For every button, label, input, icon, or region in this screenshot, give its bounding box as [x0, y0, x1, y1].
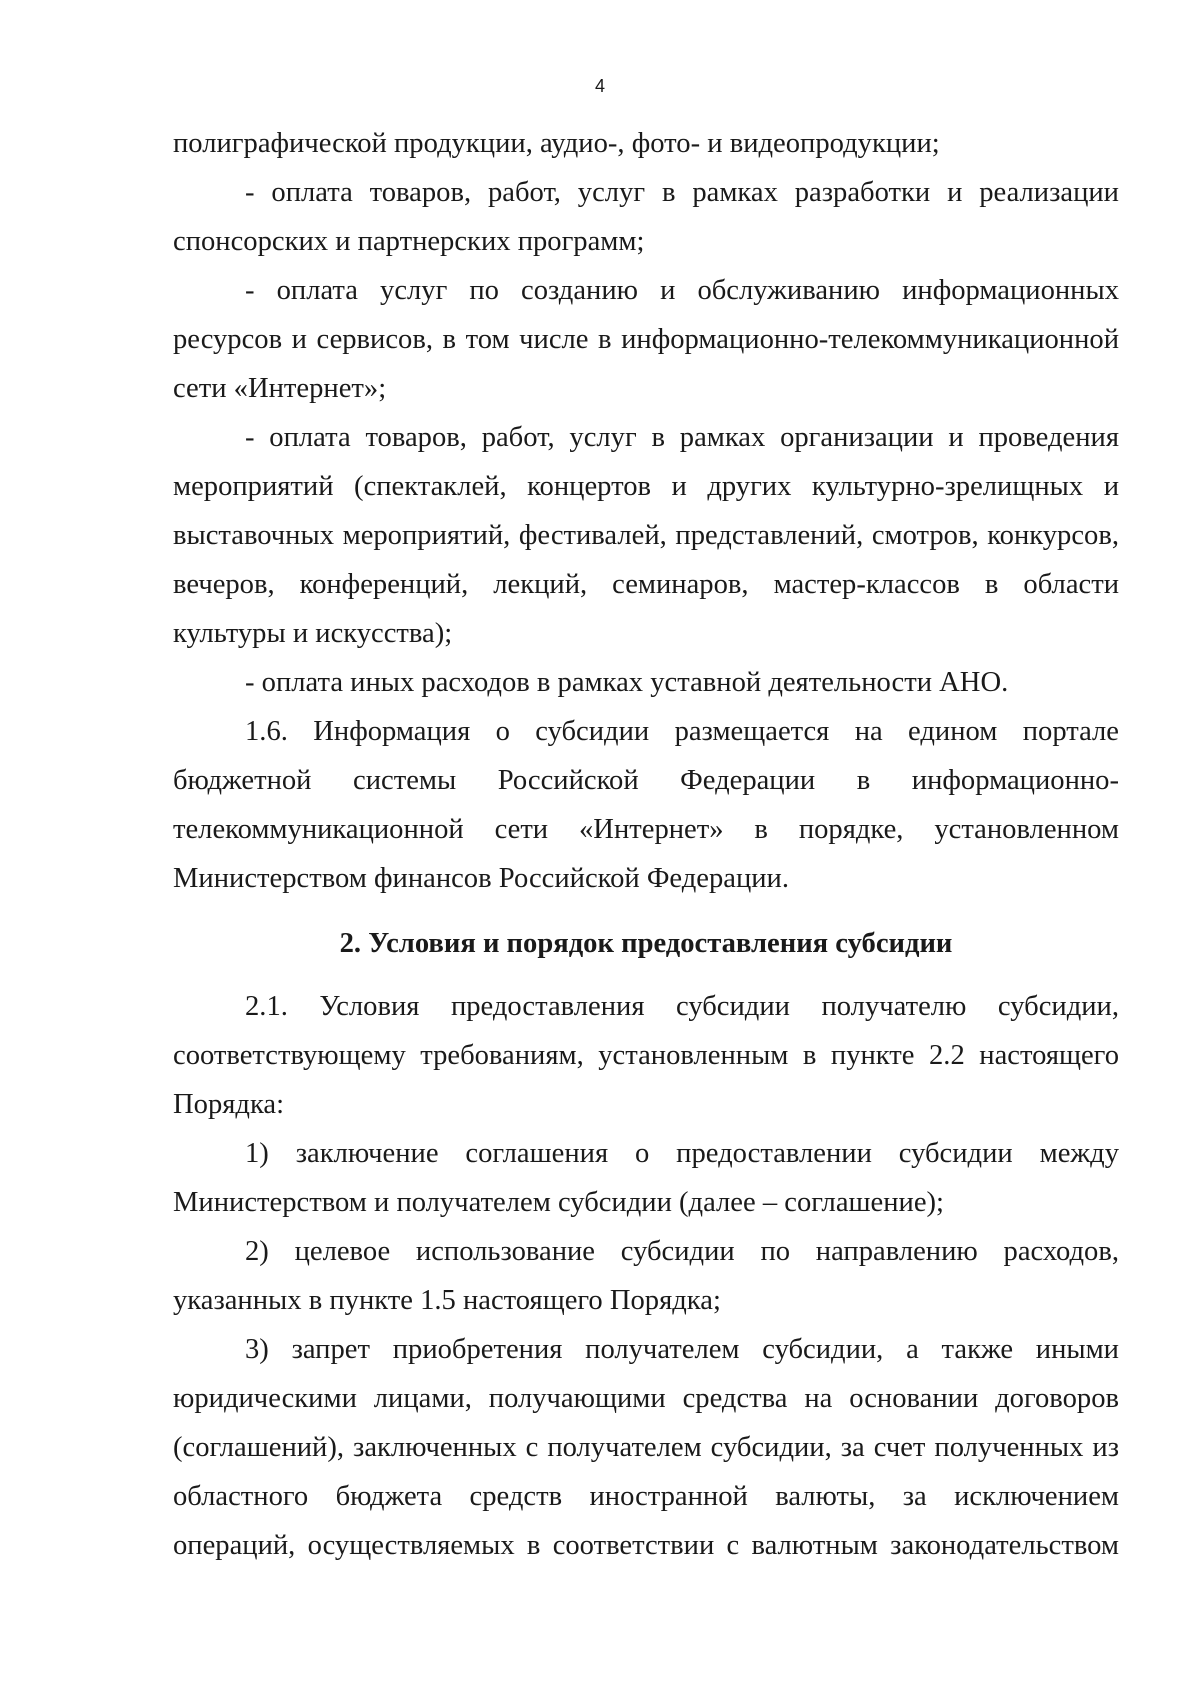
paragraph-other-expenses: - оплата иных расходов в рамках уставной деятельности АНО. — [245, 667, 1009, 698]
paragraph-sponsorship-payment: - оплата товаров, работ, услуг в рамках разработки и реализации спонсорских и партнерских программ; — [173, 177, 1119, 257]
list-item-2: 2) целевое использование субсидии по направлению расходов, указанных в пункте 1.5 настоящего Порядка; — [173, 1236, 1119, 1316]
section-2-title: 2. Условия и порядок предоставления субсидии — [339, 928, 953, 959]
document-body — [173, 119, 1119, 1570]
page-number: 4 — [594, 76, 605, 96]
paragraph-information-resources-payment: - оплата услуг по созданию и обслуживанию информационных ресурсов и сервисов, в том числе в информационно-телекоммуникационной сети «Интернет»; — [173, 275, 1119, 404]
paragraph-continuation: полиграфической продукции, аудио-, фото- и видеопродукции; — [173, 128, 940, 159]
list-item-1: 1) заключение соглашения о предоставлении субсидии между Министерством и получателем субсидии (далее – соглашение); — [173, 1138, 1119, 1218]
paragraph-1-6: 1.6. Информация о субсидии размещается на едином портале бюджетной системы Российской Федерации в информационно-телекоммуникационной сети «Интернет» в порядке, установленном Министерством финансов Российской Федерации. — [173, 716, 1119, 894]
list-item-3: 3) запрет приобретения получателем субсидии, а также иными юридическими лицами, получающими средства на основании договоров (соглашений), заключенных с получателем субсидии, за счет полученных из областного бюджета средств иностранной валюты, за исключением операций, осуществляемых в соответствии с валютным законодательством — [173, 1334, 1119, 1561]
paragraph-events-payment: - оплата товаров, работ, услуг в рамках организации и проведения мероприятий (спектаклей, концертов и других культурно-зрелищных и выставочных мероприятий, фестивалей, представлений, смотров, конкурсов, вечеров, конференций, лекций, семинаров, мастер-классов в области культуры и искусства); — [173, 422, 1119, 649]
paragraph-2-1: 2.1. Условия предоставления субсидии получателю субсидии, соответствующему требованиям, установленным в пункте 2.2 настоящего Порядка: — [173, 991, 1119, 1120]
